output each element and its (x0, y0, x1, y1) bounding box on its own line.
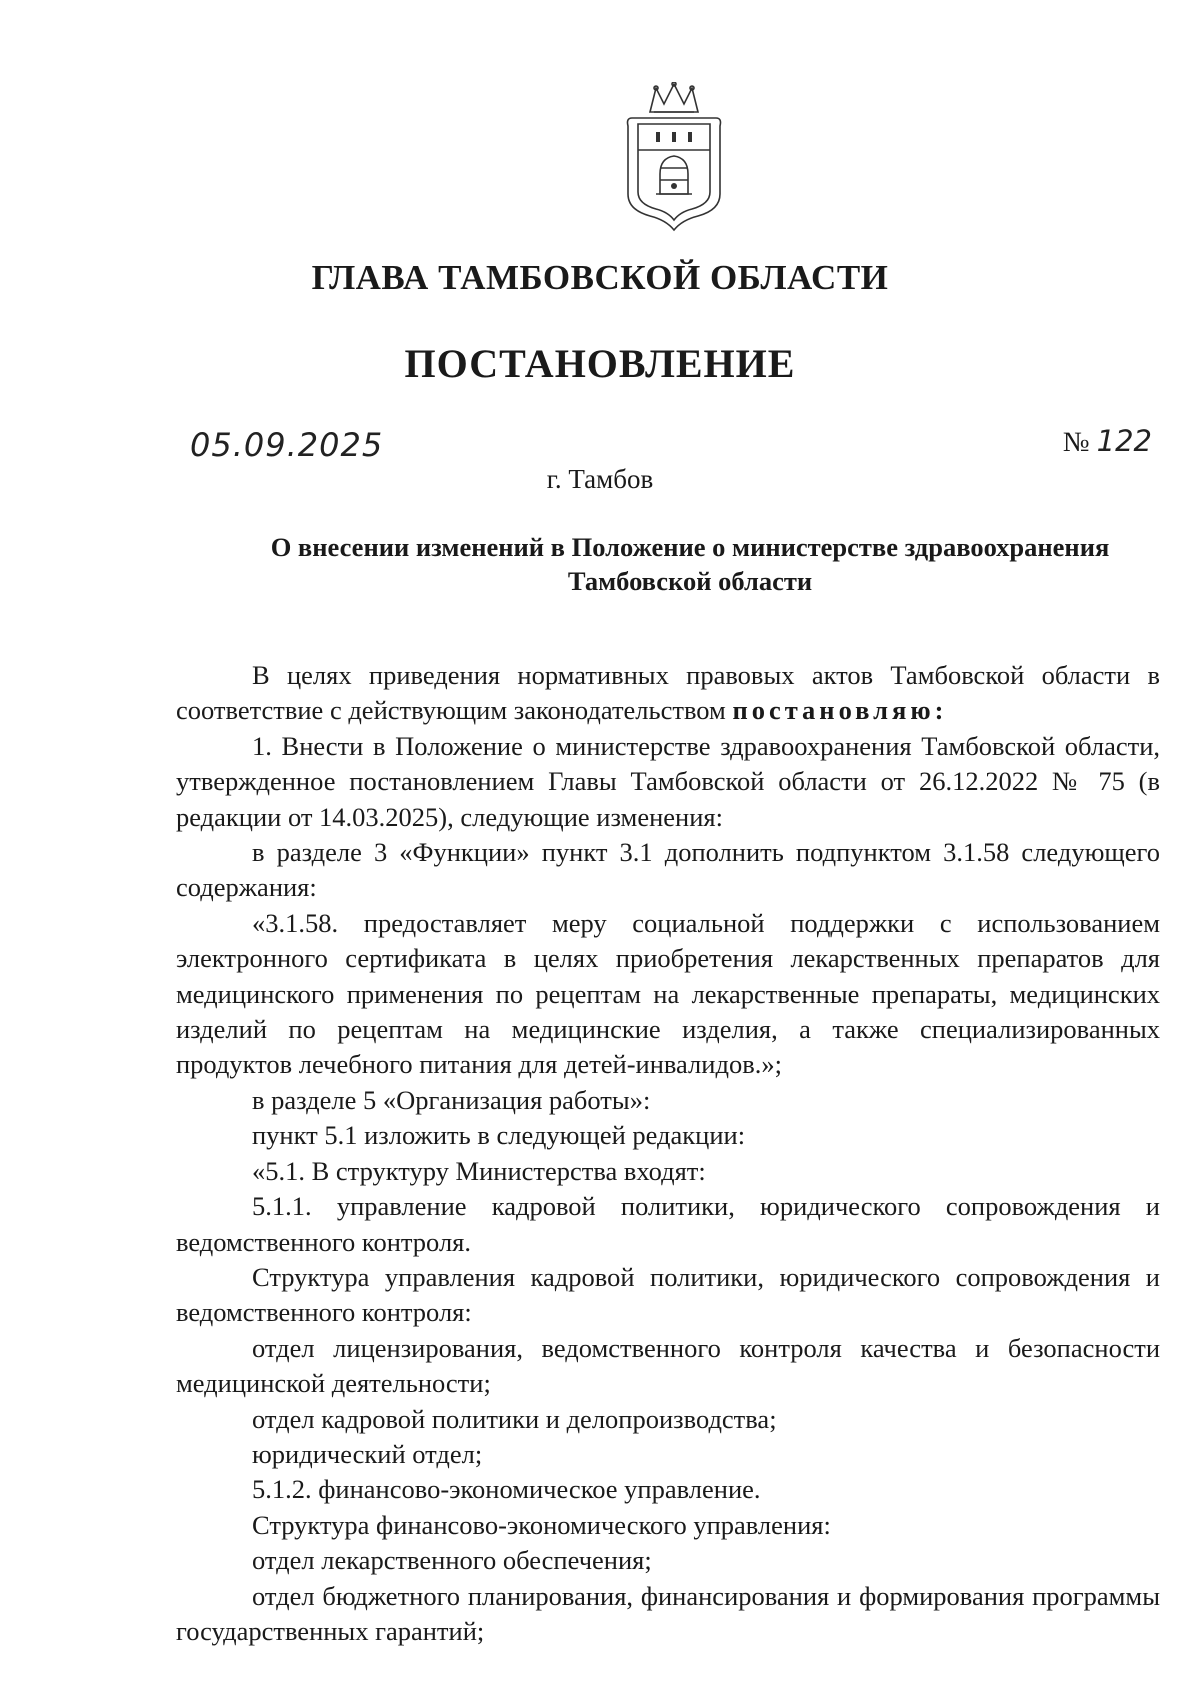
number-prefix: № (1062, 427, 1090, 458)
handwritten-number: 122 (1096, 424, 1152, 458)
handwritten-date: 05.09.2025 (190, 426, 384, 464)
body-paragraph: отдел лекарственного обеспечения; (252, 1545, 652, 1576)
city-line: г. Тамбов (546, 464, 654, 494)
body-paragraph: 5.1.1. управление кадровой политики, юридического сопровождения и ведомственного контроля. (176, 1191, 1160, 1257)
subject-line-1: О внесении изменений в Положение о министерстве здравоохранения (270, 532, 1110, 562)
body-paragraph: отдел лицензирования, ведомственного контроля качества и безопасности медицинской деятельности; (176, 1332, 1160, 1399)
body-paragraph: отдел бюджетного планирования, финансирования и формирования программы государственных гарантий; (176, 1580, 1160, 1646)
preamble-text: В целях приведения нормативных правовых актов Тамбовской области в соответствие с действующим законодательством (176, 660, 1160, 726)
document-body (176, 658, 1160, 1649)
org-title: ГЛАВА ТАМБОВСКОЙ ОБЛАСТИ (311, 258, 889, 297)
body-paragraph: 1. Внести в Положение о министерстве здравоохранения Тамбовской области, утвержденное постановлением Главы Тамбовской области от 26.12.2022 № 75 (в редакции от 14.03.2025), следующие изменения: (176, 730, 1160, 832)
decree-word: постановляю: (732, 695, 948, 726)
body-paragraph: «3.1.58. предоставляет меру социальной поддержки с использованием электронного сертификата в целях приобретения лекарственных препаратов для медицинского применения по рецептам на лекарственные препараты, медицинских изделий по рецептам на медицинские изделия, а также специализированных продуктов лечебного питания для детей-инвалидов.»; (176, 907, 1160, 1080)
body-paragraph: отдел кадровой политики и делопроизводства; (252, 1403, 777, 1434)
document-number (1063, 424, 1152, 459)
subject-line-2: Тамбовской области (567, 566, 813, 596)
tambov-coat-of-arms-icon (620, 82, 728, 232)
body-paragraph: юридический отдел; (252, 1438, 483, 1469)
body-paragraph: в разделе 3 «Функции» пункт 3.1 дополнить подпунктом 3.1.58 следующего содержания: (176, 837, 1160, 903)
body-paragraph: «5.1. В структуру Министерства входят: (252, 1155, 706, 1186)
body-paragraph: Структура управления кадровой политики, юридического сопровождения и ведомственного контроля: (176, 1261, 1160, 1328)
body-paragraph: в разделе 5 «Организация работы»: (252, 1084, 651, 1115)
body-paragraph: Структура финансово-экономического управления: (252, 1509, 831, 1540)
body-paragraph: пункт 5.1 изложить в следующей редакции: (252, 1120, 746, 1151)
preamble-paragraph (176, 658, 1160, 729)
document-subject (220, 530, 1160, 598)
document-type-title: ПОСТАНОВЛЕНИЕ (404, 341, 796, 386)
body-paragraph: 5.1.2. финансово-экономическое управление. (252, 1474, 761, 1505)
